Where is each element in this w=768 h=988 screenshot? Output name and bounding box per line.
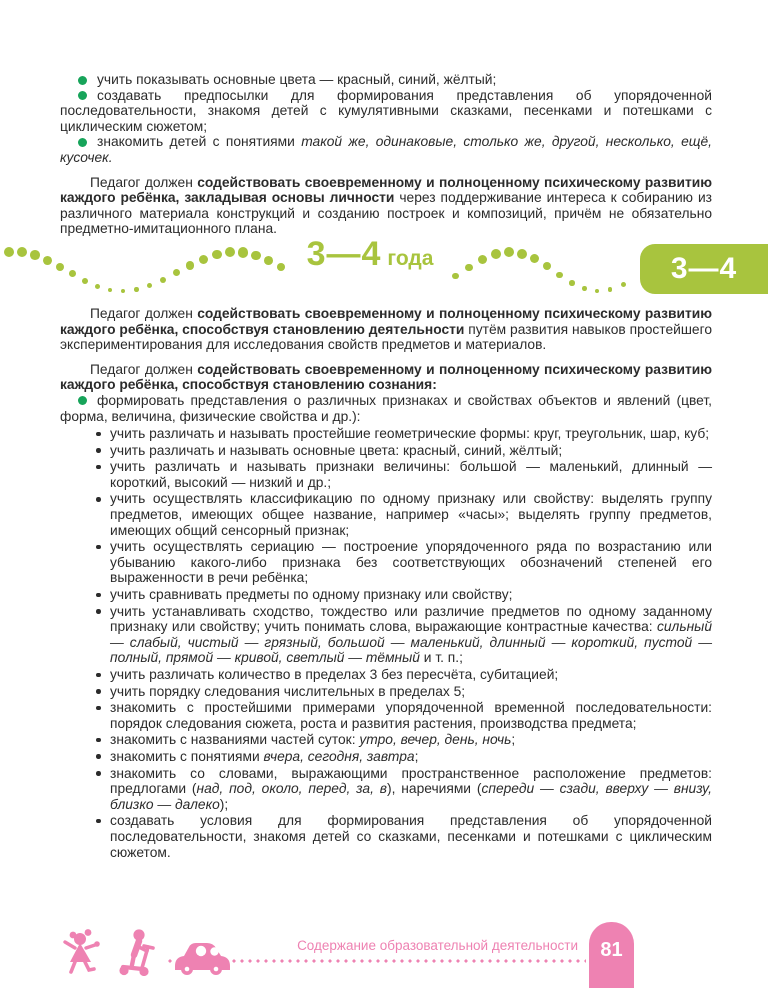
- wave-dot-icon: [517, 249, 527, 259]
- text-run: Педагог должен: [90, 361, 198, 377]
- list-item: [60, 459, 712, 490]
- bullet-item: [60, 88, 712, 135]
- wave-dot-icon: [582, 286, 587, 291]
- text-run: и т. п.;: [419, 650, 463, 666]
- bullet-icon: [96, 771, 101, 776]
- scooter-rider-icon: [114, 928, 160, 976]
- section-wave: [0, 234, 768, 297]
- text-run: учить порядку следования числительных в пределах 5;: [110, 683, 466, 699]
- wave-dot-icon: [82, 278, 88, 284]
- text-run: вчера, сегодня, завтра: [263, 748, 415, 764]
- page-content: [60, 72, 738, 861]
- text-run: учить различать количество в пределах 3 без пересчёта, субитацией;: [110, 667, 559, 682]
- text-run: учить сравнивать предметы по одному признаку или свойству;: [110, 587, 513, 603]
- text-run: сильный — слабый, чистый — грязный, большой — маленький, длинный — короткий, пустой — полный, прямой — кривой, светлый — тёмный: [110, 619, 712, 666]
- wave-dot-icon: [595, 289, 599, 293]
- sub-bullet-list: [60, 426, 712, 860]
- wave-dot-icon: [69, 270, 76, 277]
- paragraph: [60, 175, 712, 237]
- bullet-icon: [96, 465, 101, 470]
- text-run: учить показывать основные цвета — красный, синий, жёлтый;: [97, 72, 497, 87]
- text-run: Педагог должен: [90, 174, 198, 190]
- list-item: [60, 749, 712, 765]
- bullet-icon: [78, 76, 87, 85]
- wave-dot-icon: [30, 250, 40, 260]
- text-run: утро, вечер, день, ночь: [359, 732, 512, 748]
- intro-bullet-list: [60, 72, 712, 166]
- bullet-icon: [96, 609, 101, 614]
- bullet-icon: [96, 545, 101, 550]
- list-item: [60, 491, 712, 538]
- list-item: [60, 813, 712, 860]
- text-run: ), наречиями (: [386, 781, 482, 797]
- section-title-number: 3—4: [306, 234, 382, 273]
- bullet-item: [60, 134, 712, 165]
- text-run: содействовать своевременному и полноценному психическому развитию каждого ребёнка, способствуя становлению сознания:: [60, 361, 712, 393]
- text-run: через поддерживание интереса к собиранию из различного материала конструкций и созданию построек и композиций, причём не обязательно предметно-имитационного плана.: [60, 190, 712, 237]
- wave-dot-icon: [264, 256, 273, 265]
- wave-dot-icon: [186, 261, 194, 269]
- wave-dot-icon: [173, 269, 180, 276]
- list-item: [60, 684, 712, 700]
- bullet-icon: [96, 738, 101, 743]
- wave-dot-icon: [465, 264, 473, 272]
- footer-caption: Содержание образовательной деятельности: [297, 938, 578, 953]
- wave-dot-icon: [621, 282, 626, 287]
- text-run: такой же, одинаковые, столько же, другой, несколько, ещё, кусочек.: [60, 134, 712, 165]
- text-run: учить различать и называть основные цвета: красный, синий, жёлтый;: [110, 442, 563, 458]
- footer-dotted-line-icon: [166, 958, 586, 964]
- feature-bullet-item: [60, 393, 712, 424]
- bullet-icon: [96, 819, 101, 824]
- bullet-icon: [96, 448, 101, 453]
- dancing-child-icon: [60, 928, 104, 976]
- wave-dot-icon: [134, 287, 139, 292]
- wave-dot-icon: [43, 256, 52, 265]
- text-run: учить осуществлять сериацию — построение упорядоченного ряда по возрастанию или убыванию какого-либо признака без соответствующих обозначений степеней его выраженности в речи ребёнка;: [110, 539, 712, 586]
- text-run: ;: [414, 748, 419, 764]
- section-age-tab: 3—4: [640, 244, 768, 294]
- list-item: [60, 667, 712, 683]
- bullet-icon: [96, 706, 101, 711]
- text-run: Педагог должен: [90, 305, 198, 321]
- text-run: путём развития навыков простейшего экспериментирования для исследования свойств предметов и материалов.: [60, 321, 712, 353]
- bullet-icon: [96, 673, 101, 678]
- text-run: ;: [511, 732, 516, 748]
- wave-dot-icon: [108, 288, 112, 292]
- text-run: знакомить с названиями частей суток:: [110, 732, 360, 748]
- list-item: [60, 539, 712, 586]
- wave-dot-icon: [452, 273, 459, 280]
- wave-dot-icon: [160, 277, 166, 283]
- wave-dot-icon: [56, 263, 64, 271]
- bullet-item: [60, 72, 712, 88]
- wave-dot-icon: [277, 263, 285, 271]
- bullet-icon: [96, 689, 101, 694]
- wave-dot-icon: [212, 250, 222, 260]
- bullet-icon: [96, 497, 101, 502]
- bullet-icon: [96, 754, 101, 759]
- section-title-word: года: [387, 246, 434, 270]
- text-run: создавать условия для формирования представления об упорядоченной последовательности, знакомя детей со сказками, песенками и потешками с циклическим сюжетом.: [110, 813, 712, 860]
- list-item: [60, 443, 712, 459]
- wave-dot-icon: [238, 247, 248, 257]
- text-run: спереди — сзади, вверху — внизу, близко — далеко: [110, 781, 712, 812]
- text-run: );: [219, 796, 229, 812]
- list-item: [60, 700, 712, 731]
- paragraph: [60, 306, 712, 353]
- list-item: [60, 604, 712, 666]
- text-run: учить различать и называть признаки величины: большой — маленький, длинный — короткий, высокий — низкий и др.;: [110, 459, 712, 490]
- wave-dot-icon: [121, 289, 125, 293]
- text-run: учить устанавливать сходство, тождество или различие предметов по одному заданному признаку или свойству; учить понимать слова, выражающие контрастные качества:: [110, 603, 712, 635]
- text-run: знакомить с понятиями: [110, 748, 264, 764]
- wave-dot-icon: [147, 283, 152, 288]
- text-run: содействовать своевременному и полноценному психическому развитию каждого ребёнка, способствуя становлению деятельности: [60, 305, 712, 337]
- text-run: содействовать своевременному и полноценному психическому развитию каждого ребёнка, закладывая основы личности: [60, 174, 712, 206]
- wave-dot-icon: [556, 272, 563, 279]
- bullet-item: [60, 393, 712, 424]
- wave-dot-icon: [543, 262, 551, 270]
- text-run: создавать предпосылки для формирования представления об упорядоченной последовательности, знакомя детей с кумулятивными сказками, песенками и потешками с циклическим сюжетом;: [60, 87, 712, 134]
- list-item: [60, 426, 712, 442]
- bullet-icon: [96, 432, 101, 437]
- bullet-icon: [78, 396, 87, 405]
- text-run: знакомить со словами, выражающими пространственное расположение предметов: предлогами (: [110, 765, 712, 797]
- list-item: [60, 732, 712, 748]
- bullet-icon: [78, 138, 87, 147]
- paragraph: [60, 362, 712, 393]
- wave-dot-icon: [95, 284, 100, 289]
- text-run: учить различать и называть простейшие геометрические формы: круг, треугольник, шар, куб;: [110, 426, 710, 442]
- text-run: над, под, около, перед, за, в: [196, 781, 387, 797]
- bullet-icon: [96, 593, 101, 598]
- section-title: [0, 234, 740, 273]
- text-run: формировать представления о различных признаках и свойствах объектов и явлений (цвет, форма, величина, физические свойства и др.):: [60, 392, 712, 424]
- wave-dot-icon: [491, 249, 501, 259]
- wave-dot-icon: [608, 287, 612, 291]
- text-run: знакомить с простейшими примерами упорядоченной временной последовательности: порядок следования сюжета, роста и развития растения, производства предмета;: [110, 700, 712, 731]
- wave-dot-icon: [199, 255, 208, 264]
- wave-dot-icon: [251, 251, 261, 261]
- footer-icons: [60, 928, 241, 978]
- bullet-icon: [78, 91, 87, 100]
- list-item: [60, 766, 712, 813]
- text-run: учить осуществлять классификацию по одному признаку или свойству: выделять группу предметов, имеющих общее название, например «часы»; выделять группу предметов, имеющих общий сенсорный признак;: [110, 491, 712, 538]
- page-number-tab: 81: [589, 922, 634, 988]
- list-item: [60, 587, 712, 603]
- wave-dot-icon: [569, 280, 575, 286]
- text-run: знакомить детей с понятиями: [97, 134, 302, 150]
- toy-car-icon: [171, 930, 235, 976]
